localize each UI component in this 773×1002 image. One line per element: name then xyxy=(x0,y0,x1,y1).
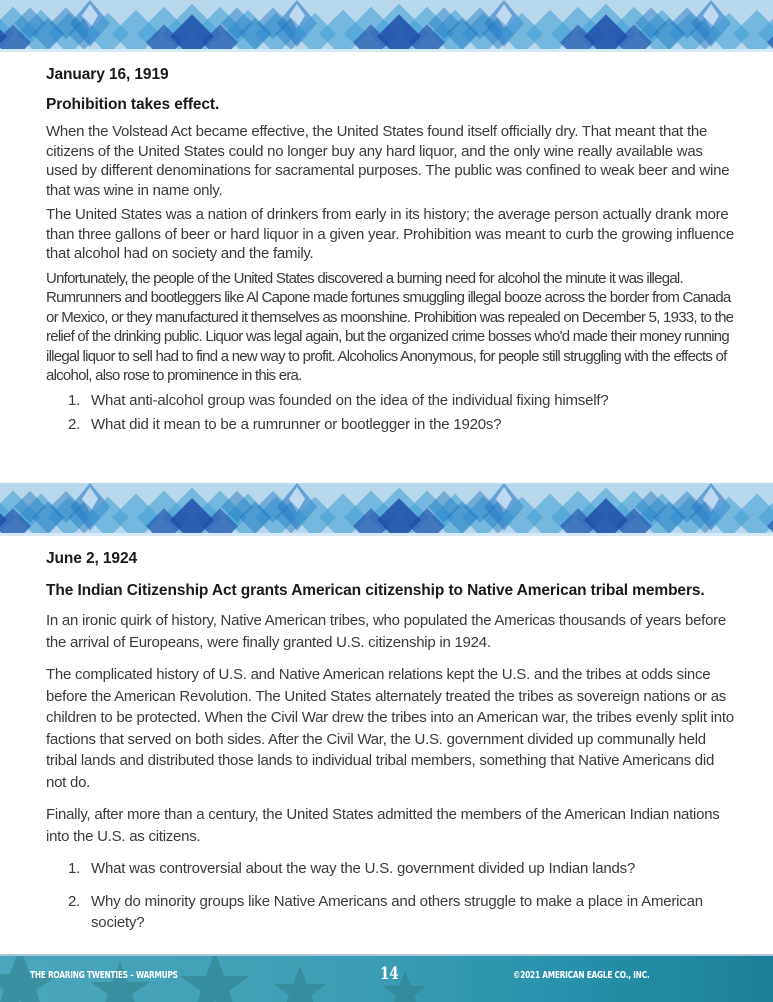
question-number: 1. xyxy=(68,391,81,409)
page-number: 14 xyxy=(380,964,399,984)
question-item xyxy=(46,858,736,880)
top-decorative-banner xyxy=(0,0,773,52)
entry-headline: Prohibition takes effect. xyxy=(46,96,220,113)
question-list xyxy=(46,391,736,435)
paragraph: In an ironic quirk of history, Native American tribes, who populated the Americas thousands of years before the arrival of Europeans, were finally granted U.S. citizenship in 1924. xyxy=(46,612,727,651)
paragraph: The United States was a nation of drinkers from early in its history; the average person actually drank more than three gallons of beer or hard liquor in a given year. Prohibition was meant to curb the growing influence that alcohol had on society and the family. xyxy=(46,206,734,262)
entry-indian-citizenship-act xyxy=(46,550,736,945)
paragraph: Unfortunately, the people of the United States discovered a burning need for alcohol the minute it was illegal. Rumrunners and bootleggers like Al Capone made fortunes smuggling illegal booze across the border from Canada or Mexico, or they manufactured it themselves as moonshine. Prohibition was repealed on December 5, 1933, to the relief of the drinking public. Liquor was legal again, but the organized crime bosses who'd made their money running illegal liquor to sell had to find a new way to profit. Alcoholics Anonymous, for people still struggling with the effects of alcohol, also rose to prominence in this era. xyxy=(46,269,734,384)
middle-decorative-banner xyxy=(0,483,773,536)
footer-copyright: ©2021 AMERICAN EAGLE CO., INC. xyxy=(513,970,650,981)
question-number: 2. xyxy=(68,892,81,910)
paragraph: Finally, after more than a century, the United States admitted the members of the American Indian nations into the U.S. as citizens. xyxy=(46,806,720,845)
entry-date: June 2, 1924 xyxy=(46,550,137,567)
question-number: 1. xyxy=(68,860,81,877)
question-text: What anti-alcohol group was founded on the idea of the individual fixing himself? xyxy=(91,391,609,409)
question-number: 2. xyxy=(68,416,81,433)
paragraph: The complicated history of U.S. and Native American relations kept the U.S. and the tribes at odds since before the American Revolution. The United States alternately treated the tribes as sovereign nations or as children to be protected. When the Civil War drew the tribes into an American war, the tribes evenly split into factions that served on both sides. After the Civil War, the U.S. government divided up communally held tribal lands and distributed those lands to individual tribal members, something that Native Americans did not do. xyxy=(46,666,734,791)
question-text: Why do minority groups like Native Americans and others struggle to make a place in American society? xyxy=(91,892,703,931)
geometric-pattern xyxy=(0,0,773,52)
geometric-pattern xyxy=(0,483,773,536)
paragraph: When the Volstead Act became effective, the United States found itself officially dry. That meant that the citizens of the United States could no longer buy any hard liquor, and the only wine really available was used by different denominations for sacramental purposes. The public was confined to weak beer and wine that was wine in name only. xyxy=(46,123,730,199)
question-text: What was controversial about the way the U.S. government divided up Indian lands? xyxy=(91,860,636,877)
entry-prohibition xyxy=(46,66,736,440)
question-item xyxy=(46,891,736,934)
question-text: What did it mean to be a rumrunner or bootlegger in the 1920s? xyxy=(91,416,502,433)
question-list xyxy=(46,858,736,934)
entry-date: January 16, 1919 xyxy=(46,66,169,83)
question-item xyxy=(46,415,736,435)
page-footer xyxy=(0,954,773,1002)
question-item xyxy=(46,391,736,411)
entry-headline: The Indian Citizenship Act grants American citizenship to Native American tribal members. xyxy=(46,582,705,599)
footer-title: THE ROARING TWENTIES – WARMUPS xyxy=(30,970,178,981)
